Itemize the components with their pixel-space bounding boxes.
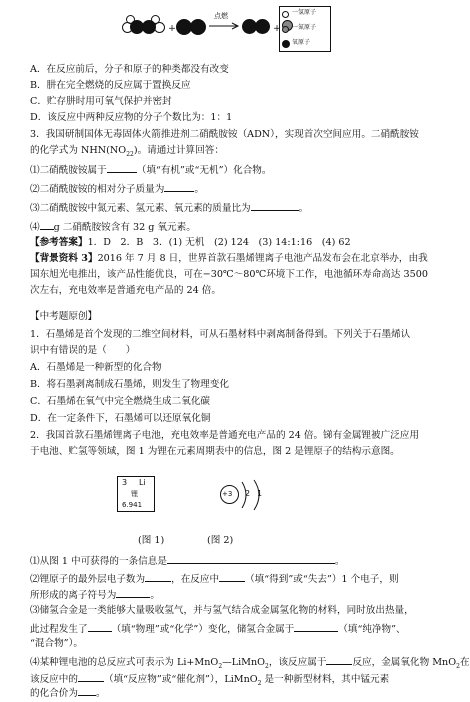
atomic-mass: 6.941 (122, 501, 143, 509)
question-2-part-3-end: “混合物”）。 (30, 638, 83, 649)
question-2-part-2: ⑵锂原子的最外层电子数为 ，在反应中 （填“得到”或“失去”）1 个电子，则 (30, 570, 459, 588)
question-3-stem: 3．我国研制国体无毒固体火箭推进剂二硝酰胺铵（ADN），实现首次空间应用。二硝酰胺铵 (30, 129, 419, 140)
question-2-part-3-cont: 此过程发生了 （填“物理”或“化学”）变化，储氢合金属于 （填“纯净物”、 (30, 620, 459, 638)
question-2-part-1: ⑴从图 1 中可获得的一条信息是 。 (30, 552, 459, 570)
question-1-option-b: B．将石墨剥离制成石墨烯，则发生了物理变化 (30, 379, 229, 390)
hydrogen-atom-icon (151, 15, 160, 24)
option-a: A．在反应前后，分子和原子的种类都没有改变 (30, 64, 229, 75)
question-2-part-2-cont: 所形成的离子符号为 。 (30, 586, 459, 604)
reference-answer: 【参考答案】1．D 2．B 3．(1) 无机 (2) 124 (3) 14:1:16 (4) 62 (30, 237, 351, 248)
nitrogen-atom-icon (255, 19, 270, 34)
oxygen-atom-icon (282, 40, 290, 48)
answer-blank[interactable] (294, 620, 338, 632)
answer-blank[interactable] (78, 670, 104, 682)
hydrogen-atom-icon (126, 15, 135, 24)
question-2-stem: 2．我国首款石墨烯锂离子电池，充电效率是普通充电产品的 24 倍。锑有金属锂被广泛应用 (30, 430, 419, 441)
question-1-stem-2: 识中有错误的是（ ） (30, 345, 136, 356)
answer-blank[interactable] (145, 570, 171, 582)
oxygen-atom-icon (190, 19, 206, 35)
question-2-part-4-cont: 该反应中的 （填“反应物”或“催化剂”），LiMnO$_2$ 是一种新型材料，其中锰元素 (30, 670, 459, 692)
answer-blank[interactable] (164, 180, 194, 192)
shell-1-electrons: 2 (245, 489, 251, 498)
reaction-arrow-icon (208, 21, 240, 31)
reaction-condition: 点燃 (214, 12, 228, 20)
question-3-part-2: ⑵二硝酰胺铵的相对分子质量为 。 (30, 180, 459, 198)
background-line-2: 国东旭光电推出，该产品性能优良，可在−30℃～80℃环境下工作，电池循环寿命高达 3500 (30, 269, 428, 280)
background-line-1: 【背景资料 3】2016 年 7 月 8 日，世界首款石墨烯锂离子电池产品发布会在北京举办，由我 (30, 253, 428, 264)
shell-2-electrons: 1 (257, 489, 263, 498)
answer-blank[interactable] (88, 620, 112, 632)
plus-sign: + (168, 23, 177, 34)
answer-blank[interactable] (326, 653, 352, 665)
question-2-part-3: ⑶储氢合金是一类能够大量吸收氢气，并与氢气结合成金属氢化物的材料，同时放出热量， (30, 605, 414, 616)
answer-blank[interactable] (251, 199, 299, 211)
answer-blank[interactable] (219, 570, 245, 582)
answer-blank[interactable] (167, 552, 335, 564)
question-3-formula: 的化学式为 $NHN(NO_{22})$。请通过计算回答： (30, 145, 224, 158)
element-symbol: Li (139, 478, 146, 487)
element-name: 锂 (131, 490, 138, 498)
section-title: 【中考题原创】 (30, 311, 98, 322)
option-b: B．肼在完全燃烧的反应属于置换反应 (30, 80, 191, 91)
option-d: D．该反应中两种反应物的分子个数比为：1：1 (30, 112, 233, 123)
question-1-option-c: C．石墨烯在氧气中完全燃烧生成二氧化碳 (30, 396, 211, 407)
answer-blank[interactable] (116, 586, 150, 598)
question-2-part-4-end: 的化合价为 。 (30, 684, 459, 702)
electron-shells-icon (236, 476, 270, 514)
question-3-part-3: ⑶二硝酰胺铵中氮元素、氢元素、氧元素的质量比为 。 (30, 199, 459, 217)
question-3-part-1: ⑴二硝酰胺铵属于 （填“有机”或“无机”）化合物。 (30, 161, 459, 179)
background-line-3: 次左右，充电效率是普通充电产品的 24 倍。 (30, 285, 221, 296)
question-1-stem: 1．石墨烯是首个发现的二维空间材料，可从石墨材料中剥离制备得到。下列关于石墨烯认 (30, 329, 411, 340)
legend-oxygen: 氧原子 (292, 39, 311, 46)
figure-2-caption: (图 2) (207, 535, 234, 546)
answer-blank[interactable] (78, 684, 96, 696)
question-2-stem-2: 于电池、贮氢等领域，图 1 为锂在元素周期表中的信息，图 2 是锂原子的结构示意图。 (30, 446, 400, 457)
legend-nitrogen: 一氮原子 (292, 24, 317, 31)
option-c: C．贮存肼时用可氧气保护并密封 (30, 96, 172, 107)
question-2-part-4: ⑷某种锂电池的总反应式可表示为 Li+MnO$_2$—LiMnO$_2$，该反应属于 反应，金属氧化物 MnO$_2$在 (30, 653, 459, 675)
answer-blank[interactable] (107, 161, 137, 173)
question-3-part-4: ⑷ g 二硝酰胺铵含有 32 g 氧元素。 (30, 218, 459, 236)
nitrogen-atom-icon (282, 26, 289, 33)
element-card (117, 476, 155, 512)
question-1-option-a: A．石墨烯是一种新型的化合物 (30, 362, 162, 373)
legend-hydrogen: 一氢原子 (292, 9, 317, 16)
hydrogen-atom-icon (282, 11, 289, 18)
plus-sign: + (273, 23, 282, 34)
nucleus-charge: +3 (222, 490, 233, 498)
question-1-option-d: D．在一定条件下，石墨烯可以还原氧化铜 (30, 413, 211, 424)
atomic-number: 3 (122, 478, 128, 487)
figure-1-caption: (图 1) (138, 535, 165, 546)
answer-blank[interactable] (40, 218, 54, 230)
